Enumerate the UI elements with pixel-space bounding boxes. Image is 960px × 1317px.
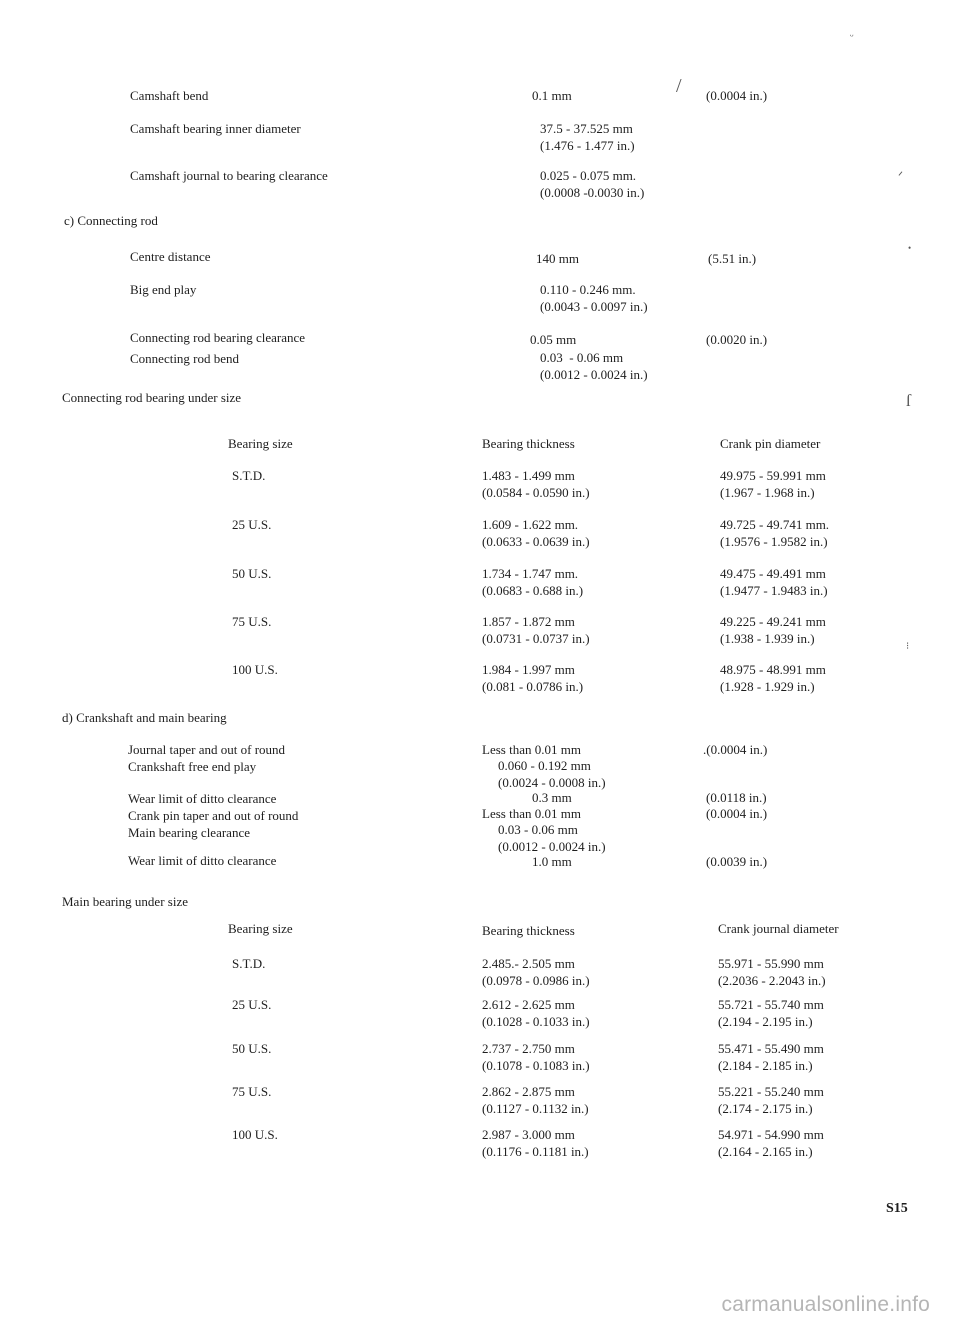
rod-bearing-clearance-imperial: (0.0020 in.) [706, 332, 768, 347]
rod-bend-value: 0.03 - 0.06 mm (0.0012 - 0.0024 in.) [540, 350, 648, 382]
big-end-play-value: 0.110 - 0.246 mm. (0.0043 - 0.0097 in.) [540, 282, 648, 314]
rod-col-bearing-thickness: Bearing thickness [482, 436, 575, 451]
rod-col-bearing-size: Bearing size [228, 436, 293, 451]
main-row-thickness: 2.862 - 2.875 mm (0.1127 - 0.1132 in.) [482, 1084, 589, 1116]
journal-taper-imperial: .(0.0004 in.) [703, 742, 768, 757]
main-row-diameter: 55.221 - 55.240 mm (2.174 - 2.175 in.) [718, 1084, 824, 1116]
main-col-bearing-size: Bearing size [228, 921, 293, 936]
end-play-wear-imperial: (0.0118 in.) [706, 790, 767, 805]
main-clearance-value: 0.03 - 0.06 mm (0.0012 - 0.0024 in.) [498, 822, 606, 854]
main-row-thickness: 2.737 - 2.750 mm (0.1078 - 0.1083 in.) [482, 1041, 590, 1073]
camshaft-bearing-diameter-value: 37.5 - 37.525 mm (1.476 - 1.477 in.) [540, 121, 635, 153]
big-end-play-label: Big end play [130, 282, 197, 297]
centre-distance-imperial: (5.51 in.) [708, 251, 757, 266]
pin-taper-value: Less than 0.01 mm [482, 806, 581, 821]
scan-mark: ᵕ [850, 29, 854, 43]
rod-row-size: 100 U.S. [232, 662, 278, 677]
rod-row-size: 25 U.S. [232, 517, 272, 532]
camshaft-bend-label: Camshaft bend [130, 88, 209, 103]
connecting-rod-heading: c) Connecting rod [64, 213, 158, 228]
main-row-size: 50 U.S. [232, 1041, 272, 1056]
main-row-size: 75 U.S. [232, 1084, 272, 1099]
pin-taper-imperial: (0.0004 in.) [706, 806, 768, 821]
crankshaft-labels-group1: Journal taper and out of round Crankshaft free end play [128, 742, 286, 774]
watermark: carmanualsonline.info [721, 1293, 930, 1316]
rod-bearing-clearance-label: Connecting rod bearing clearance [130, 330, 306, 345]
main-col-journal-diameter: Crank journal diameter [718, 921, 839, 936]
rod-row-thickness: 1.483 - 1.499 mm (0.0584 - 0.0590 in.) [482, 468, 590, 500]
main-wear-imperial: (0.0039 in.) [706, 854, 768, 869]
main-row-size: 100 U.S. [232, 1127, 278, 1142]
main-undersize-heading: Main bearing under size [62, 894, 188, 909]
rod-bearing-clearance-value: 0.05 mm [530, 332, 577, 347]
scan-mark: • [908, 243, 912, 253]
rod-row-diameter: 49.725 - 49.741 mm. (1.9576 - 1.9582 in.) [720, 517, 830, 549]
main-row-diameter: 54.971 - 54.990 mm (2.164 - 2.165 in.) [718, 1127, 824, 1159]
rod-row-thickness: 1.857 - 1.872 mm (0.0731 - 0.0737 in.) [482, 614, 590, 646]
crankshaft-heading: d) Crankshaft and main bearing [62, 710, 227, 725]
camshaft-bend-value: 0.1 mm [532, 88, 572, 103]
main-row-size: 25 U.S. [232, 997, 272, 1012]
camshaft-journal-clearance-value: 0.025 - 0.075 mm. (0.0008 -0.0030 in.) [540, 168, 645, 200]
end-play-wear-value: 0.3 mm [532, 790, 572, 805]
wear-limit-label: Wear limit of ditto clearance [128, 853, 277, 868]
camshaft-bend-imperial: (0.0004 in.) [706, 88, 768, 103]
rod-row-size: 50 U.S. [232, 566, 272, 581]
rod-row-diameter: 49.225 - 49.241 mm (1.938 - 1.939 in.) [720, 614, 826, 646]
main-col-bearing-thickness: Bearing thickness [482, 923, 575, 938]
rod-row-thickness: 1.984 - 1.997 mm (0.081 - 0.0786 in.) [482, 662, 584, 694]
journal-taper-value: Less than 0.01 mm [482, 742, 581, 757]
camshaft-journal-clearance-label: Camshaft journal to bearing clearance [130, 168, 328, 183]
slash-mark: / [676, 75, 682, 97]
rod-row-diameter: 49.975 - 59.991 mm (1.967 - 1.968 in.) [720, 468, 826, 500]
rod-col-crank-pin-diameter: Crank pin diameter [720, 436, 821, 451]
scan-mark: ſ [906, 391, 911, 410]
main-row-diameter: 55.971 - 55.990 mm (2.2036 - 2.2043 in.) [718, 956, 826, 988]
main-row-thickness: 2.485.- 2.505 mm (0.0978 - 0.0986 in.) [482, 956, 590, 988]
rod-row-diameter: 48.975 - 48.991 mm (1.928 - 1.929 in.) [720, 662, 826, 694]
camshaft-bearing-diameter-label: Camshaft bearing inner diameter [130, 121, 301, 136]
main-row-thickness: 2.987 - 3.000 mm (0.1176 - 0.1181 in.) [482, 1127, 589, 1159]
rod-bend-label: Connecting rod bend [130, 351, 240, 366]
rod-row-thickness: 1.609 - 1.622 mm. (0.0633 - 0.0639 in.) [482, 517, 590, 549]
crankshaft-labels-group2: Wear limit of ditto clearance Crank pin taper and out of round Main bearing clearance [128, 791, 299, 840]
rod-undersize-heading: Connecting rod bearing under size [62, 390, 242, 405]
page-number: S15 [886, 1201, 908, 1216]
rod-row-diameter: 49.475 - 49.491 mm (1.9477 - 1.9483 in.) [720, 566, 828, 598]
end-play-value: 0.060 - 0.192 mm (0.0024 - 0.0008 in.) [498, 758, 606, 790]
centre-distance-label: Centre distance [130, 249, 211, 264]
rod-row-size: S.T.D. [232, 468, 266, 483]
main-row-diameter: 55.721 - 55.740 mm (2.194 - 2.195 in.) [718, 997, 824, 1029]
main-row-thickness: 2.612 - 2.625 mm (0.1028 - 0.1033 in.) [482, 997, 590, 1029]
centre-distance-value: 140 mm [536, 251, 579, 266]
main-row-diameter: 55.471 - 55.490 mm (2.184 - 2.185 in.) [718, 1041, 824, 1073]
scan-mark: ⁝ [906, 641, 910, 652]
main-wear-value: 1.0 mm [532, 854, 572, 869]
scan-mark: ᐟ [898, 169, 904, 183]
rod-row-size: 75 U.S. [232, 614, 272, 629]
main-row-size: S.T.D. [232, 956, 266, 971]
rod-row-thickness: 1.734 - 1.747 mm. (0.0683 - 0.688 in.) [482, 566, 584, 598]
